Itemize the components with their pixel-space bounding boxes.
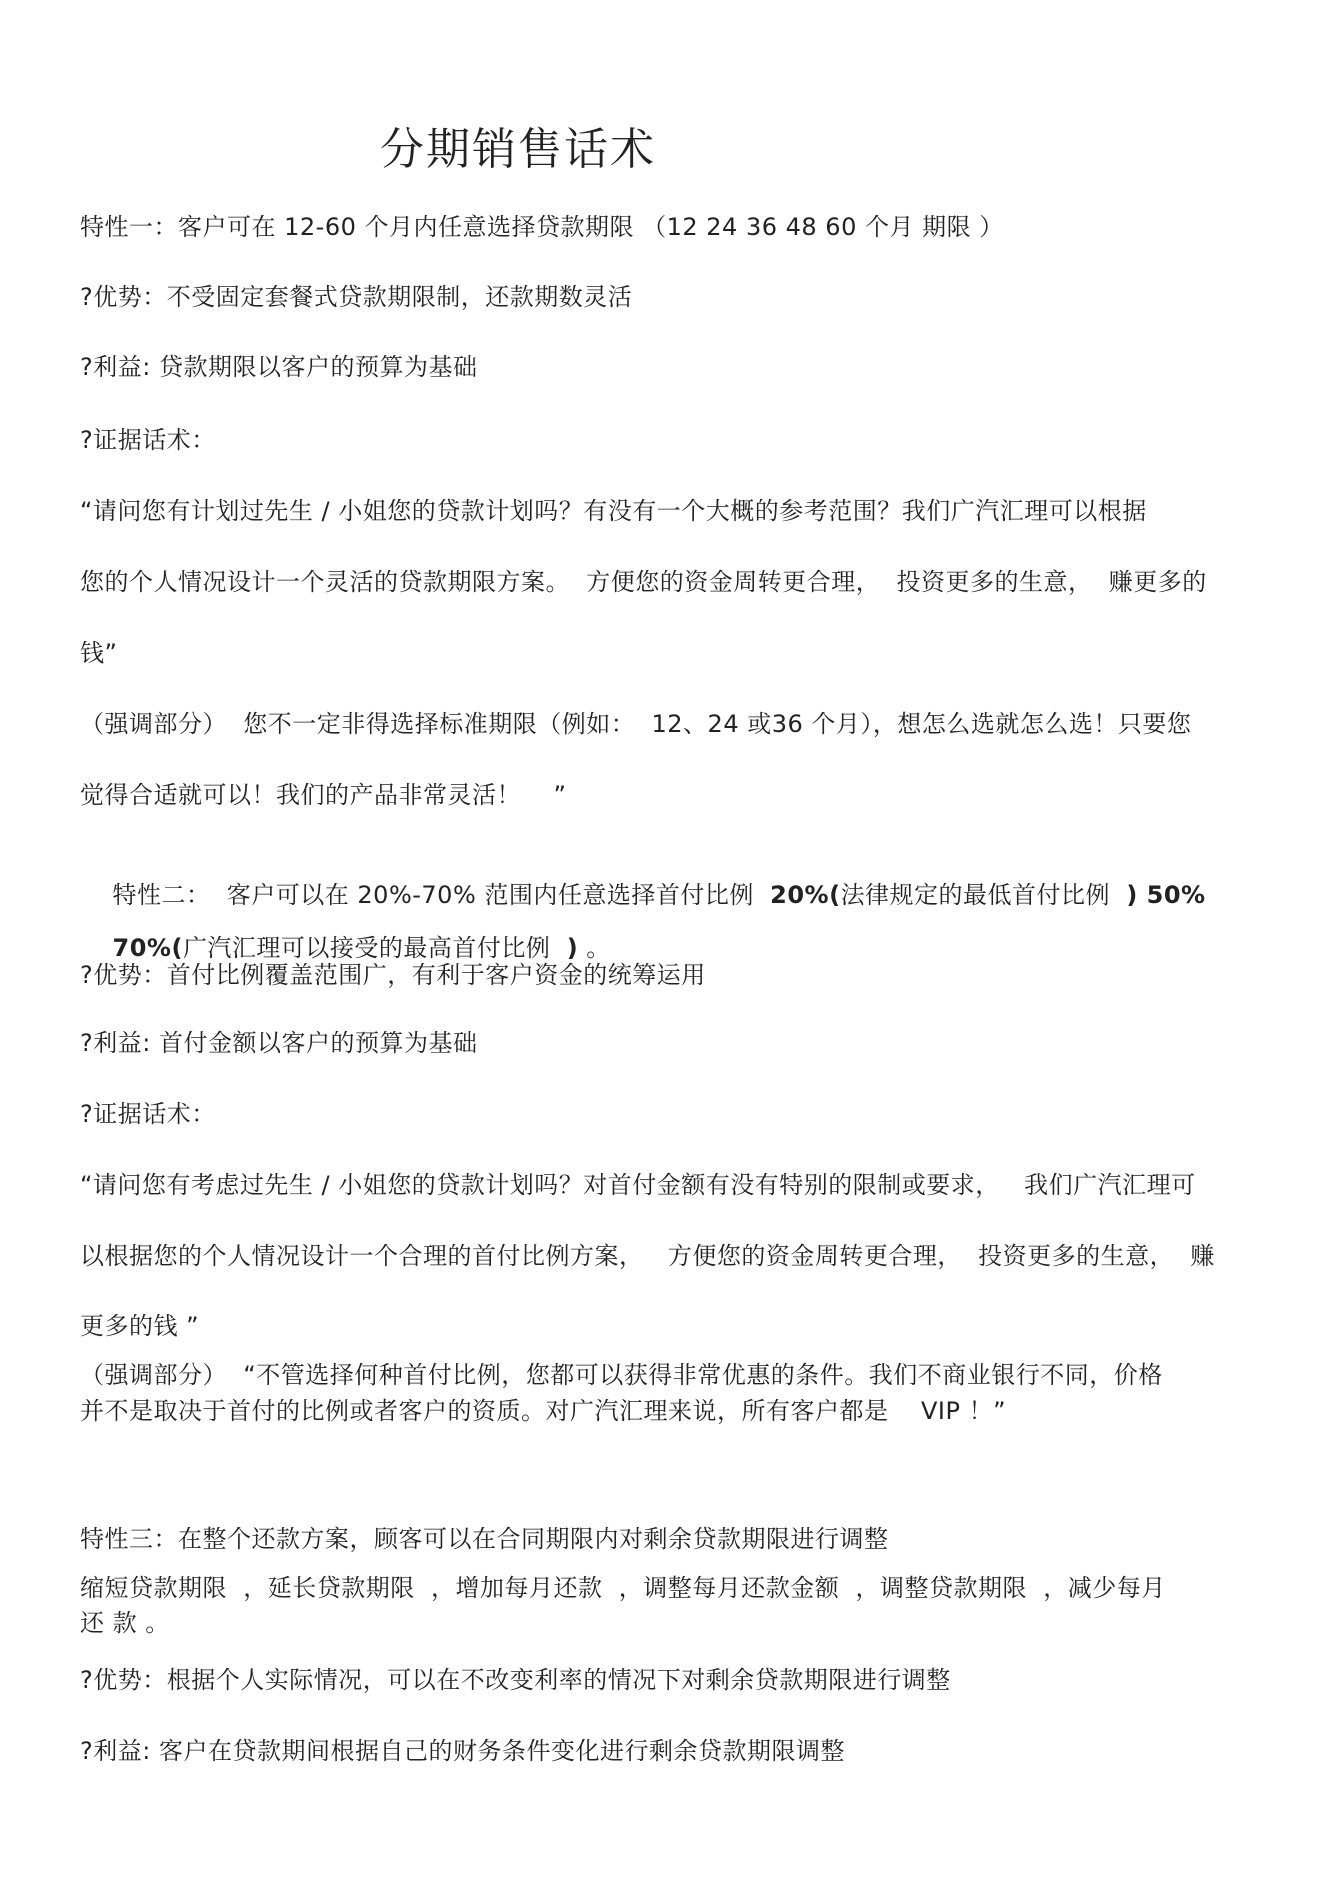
- feature-two-emphasis-line-2: 并不是取决于首付的比例或者客户的资质。对广汽汇理来说，所有客户都是 VIP ！”: [80, 1397, 1007, 1425]
- feature-three-options-line-2: 还 款 。: [80, 1609, 170, 1637]
- feature-three-heading: 特性三：在整个还款方案，顾客可以在合同期限内对剩余贷款期限进行调整: [80, 1525, 889, 1553]
- feature-two-max-ratio-note: 广汽汇理可以接受的最高首付比例: [182, 934, 567, 962]
- feature-two-quote-line-2: 以根据您的个人情况设计一个合理的首付比例方案， 方便您的资金周转更合理， 投资更多的生意， 赚: [80, 1242, 1215, 1270]
- feature-two-emphasis-line-1: （强调部分） “不管选择何种首付比例，您都可以获得非常优惠的条件。我们不商业银行不同，价格: [80, 1361, 1163, 1389]
- feature-two-benefit: ?利益: 首付金额以客户的预算为基础: [80, 1029, 478, 1057]
- feature-one-quote-line-1: “请问您有计划过先生 / 小姐您的贷款计划吗？有没有一个大概的参考范围？我们广汽汇理可以根据: [80, 497, 1147, 525]
- feature-one-quote-line-3: 钱”: [80, 639, 118, 667]
- feature-three-benefit: ?利益: 客户在贷款期间根据自己的财务条件变化进行剩余贷款期限调整: [80, 1737, 845, 1765]
- feature-one-emphasis-line-2: 觉得合适就可以！我们的产品非常灵活！ ”: [80, 781, 567, 809]
- feature-two-max-ratio: 70%(: [112, 934, 183, 962]
- feature-two-quote-line-3: 更多的钱 ”: [80, 1312, 200, 1340]
- feature-three-options-line-1: 缩短贷款期限 ，延长贷款期限 ，增加每月还款 ，调整每月还款金额 ，调整贷款期限 ，减少每月: [80, 1574, 1166, 1602]
- feature-one-emphasis-line-1: （强调部分） 您不一定非得选择标准期限（例如： 12、24 或36 个月），想怎么选就怎么选！只要您: [80, 710, 1192, 738]
- feature-two-heading-end: 。: [578, 934, 611, 962]
- feature-one-heading: 特性一：客户可在 12-60 个月内任意选择贷款期限 （12 24 36 48 60 个月 期限 ）: [80, 213, 1004, 241]
- feature-two-heading-prefix: 特性二： 客户可以在 20%-70% 范围内任意选择首付比例: [112, 881, 771, 909]
- feature-three-advantage: ?优势：根据个人实际情况，可以在不改变利率的情况下对剩余贷款期限进行调整: [80, 1666, 951, 1694]
- page-title: 分期销售话术: [380, 124, 656, 175]
- feature-one-advantage: ?优势：不受固定套餐式贷款期限制，还款期数灵活: [80, 283, 633, 311]
- feature-two-mid-ratio: ) 50%: [1126, 881, 1206, 909]
- feature-two-evidence-label: ?证据话术：: [80, 1100, 216, 1128]
- feature-two-quote-line-1: “请问您有考虑过先生 / 小姐您的贷款计划吗？对首付金额有没有特别的限制或要求， 我们广汽汇理可: [80, 1171, 1196, 1199]
- feature-two-min-ratio: 20%(: [770, 881, 841, 909]
- feature-two-advantage: ?优势：首付比例覆盖范围广，有利于客户资金的统筹运用: [80, 961, 706, 989]
- feature-one-quote-line-2: 您的个人情况设计一个灵活的贷款期限方案。 方便您的资金周转更合理， 投资更多的生意， 赚更多的: [80, 568, 1207, 596]
- feature-two-min-ratio-note: 法律规定的最低首付比例: [840, 881, 1127, 909]
- feature-one-benefit: ?利益: 贷款期限以客户的预算为基础: [80, 353, 478, 381]
- feature-two-max-ratio-close: ): [566, 934, 579, 962]
- feature-one-evidence-label: ?证据话术：: [80, 426, 216, 454]
